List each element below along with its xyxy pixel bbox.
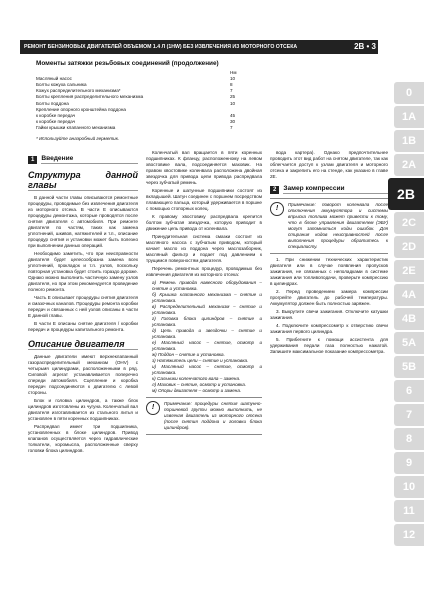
tab-item[interactable]: 10 (394, 476, 424, 498)
paragraph: Коренные и шатунные подшипники состоят из вкладышей. Шатун соединен с поршнем посредством плавающего пальца, который удерживается в поршне с помощью стопорных колец. (146, 188, 262, 211)
torque-value: 30 (230, 119, 236, 125)
torque-value: 45 (230, 112, 236, 118)
tab-item[interactable]: 2E (394, 260, 424, 282)
paragraph: Коленчатый вал вращается в пяти коренных подшипниках. К фланцу, расположенному на левом хвостовике вала, подсоединяется маховик. На правом хвостовике коленвала расположена двойная звездочка для привода цепи привода распредвала через зубчатый ремень. (146, 150, 262, 185)
list-item: д) Цепь привода и звездочки – снятие и установка. (152, 328, 262, 339)
torque-value: 10 (230, 100, 236, 106)
paragraph: В части E описаны снятие двигателя / коробки передач и процедуры капитального ремонта. (28, 321, 138, 332)
tab-item[interactable]: 4A (394, 284, 424, 306)
list-item: и) Масляный насос – снятие, осмотр и установка. (152, 364, 262, 375)
note-text: Примечание: поворот коленвала после отключения аккумулятора и системы впрыска топлива может привести к тому, что в блоке управления двигателем (ЭБУ) могут запомниться коды ошибок. Для стирания кодов неисправностей после выполнения процедуры обратитесь к специалисту. (288, 202, 388, 249)
paragraph: 4. Подключите компрессометр к отверстию свечи зажигания первого цилиндра. (270, 323, 388, 334)
section-title: Введение (41, 156, 138, 164)
tab-item[interactable]: 7 (394, 404, 424, 426)
paragraph: Часть Е описывает процедуры снятия двигателя и смазочных каналов. Процедуры ремонта коробки передач и связанных с ней узлов описаны в части E данной главы. (28, 295, 138, 318)
tab-item[interactable]: 9 (394, 452, 424, 474)
tab-item-active[interactable]: 2B (388, 178, 424, 210)
paragraph: К правому хвостовику распредвала крепится болтом зубчатая звездочка, которую приводит в движение цепь привода от коленвала. (146, 214, 262, 231)
chapter-badge: 2B (354, 42, 365, 51)
tab-item[interactable]: 2C (394, 212, 424, 234)
torque-title: Моменты затяжки резьбовых соединений (продолжение) (36, 60, 219, 67)
tab-item[interactable]: 1B (394, 130, 424, 152)
paragraph: Перечень ремонтных процедур, проводимых без извлечения двигателя из моторного отсека: (146, 266, 262, 277)
paragraph: В данной части главы описываются ремонтные процедуры, проводимые без извлечения двигателя из моторного отсека. В части Е описываются процедуры демонтажа, которые проводятся после снятия двигателя с автомобиля. При ремонте двигателя по частям, таких как замена уплотнений, шкивов, натяжителей и т.п., описание процедур снятия и установки может быть полезно при выполнении данных операций. (28, 195, 138, 248)
torque-value: 7 (230, 88, 233, 94)
tab-item[interactable]: 6 (394, 380, 424, 402)
tab-item[interactable]: 5A (394, 332, 424, 354)
tab-item[interactable]: 2A (394, 154, 424, 176)
tab-item[interactable]: 2D (394, 236, 424, 258)
section-2-heading (270, 186, 388, 194)
list-item: е) Масляный насос – снятие, осмотр и установка. (152, 340, 262, 351)
torque-name: Гайки крышки клапанного механизма (36, 125, 116, 131)
torque-name: Болты кожуха сальника (36, 81, 87, 87)
section-number: 2 (270, 186, 279, 194)
paragraph: вода картера). Однако предпочтительнее проводить этот вид работ на снятом двигателе, так как облегчается доступ к узлам двигателя и моторного отсека и закрепить его на стенде, как указано в главе 2E. (270, 150, 388, 179)
paragraph: Блок и головка цилиндров, а также блок цилиндров изготовлены из чугуна. Коленчатый вал двигателя изготавливается из стального литья и установлен в пяти коренных подшипниках. (28, 398, 138, 421)
list-item: к) Сальники коленчатого вала – замена. (152, 376, 241, 381)
torque-table (36, 60, 270, 142)
section-1-heading (28, 156, 138, 164)
torque-name: Масляный насос (36, 75, 72, 81)
torque-name: Болты крепления распределительного механизма (36, 94, 144, 100)
warning-icon: ! (270, 202, 284, 216)
tab-item[interactable]: 5B (394, 356, 424, 378)
paragraph: Принудительная система смазки состоит из масляного насоса с зубчатым приводом, который качает масло из поддона через маслозаборник, масляный фильтр и подает под давлением к трущимся поверхностям двигателя. (146, 234, 262, 263)
note-box (270, 198, 388, 254)
tab-item[interactable]: 12 (394, 524, 424, 546)
column-2 (146, 150, 262, 438)
paragraph: Распредвал имеет три подшипника, установленных в блоке цилиндров. Привод клапанов осуществляется через гидравлические толкатели, коромысла, расположенные сверху головки блока цилиндров. (28, 424, 138, 453)
list-item: в) Распределительный механизм – снятие и установка. (152, 304, 262, 315)
list-item: з) Натяжитель цепи – снятие и установка. (152, 358, 249, 363)
subheading-structure: Структура данной главы (28, 170, 138, 190)
list-item: л) Маховик – снятие, осмотр и установка. (152, 382, 247, 387)
warning-icon: ! (146, 401, 160, 415)
header-title: РЕМОНТ БЕНЗИНОВЫХ ДВИГАТЕЛЕЙ ОБЪЕМОМ 1.4 Л (1HW) БЕЗ ИЗВЛЕЧЕНИЯ ИЗ МОТОРНОГО ОТСЕКА (24, 44, 298, 50)
section-title: Замер компрессии (283, 186, 388, 194)
list-item: а) Ремень привода навесного оборудования – снятие и установка. (152, 280, 262, 291)
tab-item[interactable]: 11 (394, 500, 424, 522)
chapter-tabs[interactable] (394, 82, 424, 548)
paragraph: 3. Выкрутите свечи зажигания. Отключите катушки зажигания. (270, 309, 388, 320)
subheading-description: Описание двигателя (28, 339, 138, 350)
list-item: м) Опоры двигателя – осмотр и замена. (152, 388, 242, 393)
torque-name: к коробке передач (36, 119, 76, 125)
page-marker: 3 (371, 42, 376, 51)
tab-item[interactable]: 4B (394, 308, 424, 330)
torque-value: 8 (230, 81, 233, 87)
paragraph: 1. При снижении технических характеристик двигателя или в случае появления пропусков зажигания, не связанных с неполадками в системе зажигания или топливоподачи, проверьте компрессию в цилиндрах. (270, 257, 388, 286)
torque-name: Болты поддона (36, 100, 69, 106)
torque-value: 25 (230, 94, 236, 100)
torque-value: 7 (230, 125, 233, 131)
torque-name: к коробке передач (36, 112, 76, 118)
list-item: ж) Поддон – снятие и установка. (152, 352, 225, 357)
note-box (146, 397, 262, 435)
column-1 (28, 150, 138, 456)
paragraph: Данные двигатели имеют верхнеклапанный газораспределительный механизм (OHV) с четырьмя цилиндрами, расположенными в ряд. Силовой агрегат устанавливается поперечно спереди автомобиля. Сцепление и коробка передач подсоединяются к двигателю с левой стороны. (28, 354, 138, 395)
tab-item[interactable]: 0 (394, 82, 424, 104)
paragraph: Необходимо заметить, что при неисправности двигателя будет целесообразна замена всех уплотнений, прокладок и т.п. узлов, поскольку повторная установка будет стоить гораздо дороже. Однако можно выполнить частичную замену узлов двигателя, но при этом рекомендуется проведение полного ремонта. (28, 251, 138, 292)
torque-name: Кожух распределительного механизма* (36, 88, 121, 94)
tab-item[interactable]: 8 (394, 428, 424, 450)
torque-name: Крепление опорного кронштейна поддона (36, 106, 126, 112)
note-text: Примечание: процедуры снятия шатунно-поршневой группы можно выполнить, не извлекая двигатель из моторного отсека (после снятия поддона и головки блока цилиндров). (164, 401, 262, 430)
torque-value: 10 (230, 75, 236, 81)
tab-item[interactable]: 1A (394, 106, 424, 128)
torque-unit: Нм (230, 69, 237, 75)
list-item: б) Крышка клапанного механизма – снятие и установка. (152, 292, 262, 303)
torque-note: * Используйте анаэробный герметик. (36, 135, 120, 141)
list-item: г) Головка блока цилиндров – снятие и установка. (152, 316, 262, 327)
page-header (20, 40, 378, 54)
table-row (36, 125, 270, 131)
header-chapter: 2B • 3 (354, 42, 376, 51)
section-number: 1 (28, 156, 37, 164)
column-3 (270, 150, 388, 357)
paragraph: 2. Перед проведением замера компрессии прогрейте двигатель до рабочей температуры. Аккумулятор должен быть полностью заряжен. (270, 289, 388, 306)
paragraph: 5. Прибегните к помощи ассистента для удерживания педали газа полностью нажатой. Запишите максимальное показание компрессометра. (270, 337, 388, 354)
